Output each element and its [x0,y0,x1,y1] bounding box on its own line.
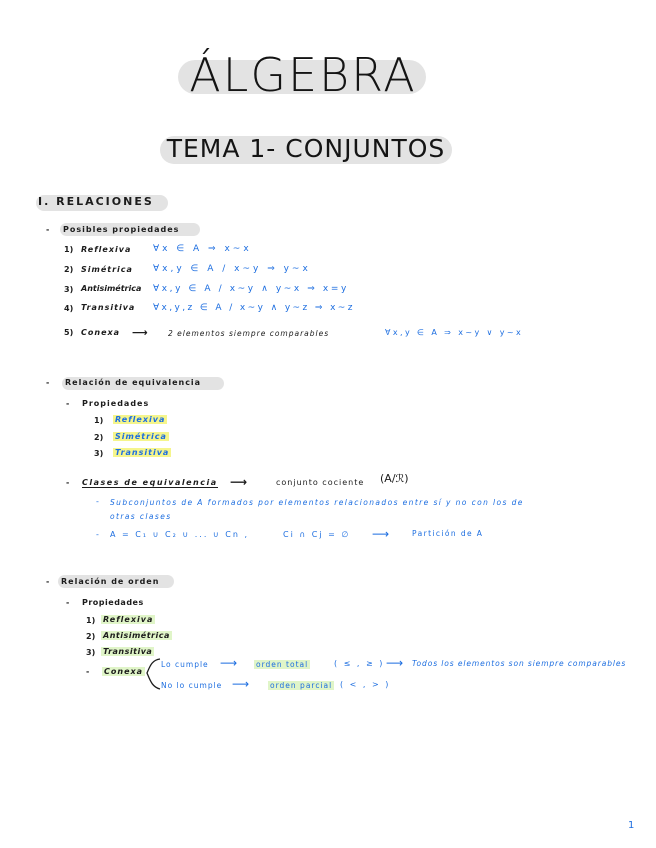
arrow-icon: ⟶ [372,527,390,541]
arrow-icon: ⟶ [230,475,248,489]
prop-formula-conexa: ∀x,y ∈ A ⇒ x~y ∨ y~x [385,328,524,337]
arrow-icon: ⟶ [220,656,238,670]
prop-name-transitiva: Transitiva [81,303,136,312]
quotient-label: conjunto cociente [276,478,365,487]
bullet-dash: - [66,478,70,487]
partition-label: Partición de A [412,529,484,538]
order-heading: Relación de orden [61,577,160,586]
bullet-dash: - [46,577,50,586]
order-partial-label: orden parcial [270,681,333,690]
prop-number: 1) [94,416,104,425]
prop-number: 3) [86,648,96,657]
equivalence-heading: Relación de equivalencia [65,378,202,387]
equiv-prop-reflexiva: Reflexiva [115,415,166,424]
partition-disjoint: Ci ∩ Cj = ∅ [283,530,351,539]
order-partial-symbols: ( < , > ) [340,680,391,689]
bullet-dash: - [66,598,70,607]
order-no-label: No lo cumple [161,681,223,690]
prop-formula-transitiva: ∀x,y,z ∈ A / x~y ∧ y~z ⇒ x~z [153,303,355,313]
order-prop-transitiva: Transitiva [103,647,153,656]
page-subtitle: TEMA 1- CONJUNTOS [166,134,446,163]
page-title: ÁLGEBRA [189,48,417,102]
order-yes-label: Lo cumple [161,660,209,669]
order-prop-antisimetrica: Antisimétrica [103,631,170,640]
classes-desc: Subconjuntos de A formados por elementos relacionados entre sí y no con los de [110,498,524,507]
bullet-dash: - [86,667,90,676]
prop-formula-antisimetrica: ∀x,y ∈ A / x~y ∧ y~x ⇒ x=y [153,284,349,294]
equiv-prop-transitiva: Transitiva [115,448,170,457]
classes-desc-cont: otras clases [110,512,172,521]
prop-number: 1) [64,245,74,254]
prop-number: 2) [86,632,96,641]
section-heading: I. RELACIONES [38,195,154,208]
bullet-dash: - [66,399,70,408]
prop-number: 3) [94,449,104,458]
prop-name-simetrica: Simétrica [81,265,133,274]
prop-number: 2) [64,265,74,274]
possible-props-heading: Posibles propiedades [63,225,180,234]
prop-name-antisimetrica: Antisimétrica [81,284,142,293]
order-total-label: orden total [256,660,309,669]
arrow-icon: ⟶ [386,656,404,670]
order-total-desc: Todos los elementos son siempre comparables [412,659,627,668]
quotient-symbol: (A/ℛ) [380,472,409,485]
prop-formula-reflexiva: ∀x ∈ A ⇒ x~x [153,244,252,254]
prop-number: 2) [94,433,104,442]
arrow-icon: ⟶ [232,677,250,691]
conexa-label: Conexa [104,667,144,676]
bullet-dash: - [46,378,50,387]
prop-number: 4) [64,304,74,313]
classes-label: Clases de equivalencia [82,478,218,487]
bullet-dash: - [96,497,99,506]
props-heading: Propiedades [82,598,144,607]
prop-number: 3) [64,285,74,294]
prop-name-reflexiva: Reflexiva [81,245,132,254]
order-prop-reflexiva: Reflexiva [103,615,154,624]
bullet-dash: - [46,225,50,234]
prop-name-conexa: Conexa [81,328,121,337]
prop-number: 1) [86,616,96,625]
prop-number: 5) [64,328,74,337]
order-total-symbols: ( ≤ , ≥ ) [334,659,385,668]
prop-desc-conexa: 2 elementos siempre comparables [168,329,330,338]
prop-formula-simetrica: ∀x,y ∈ A / x~y ⇒ y~x [153,264,311,274]
arrow-icon: ⟶ [132,326,148,339]
props-heading: Propiedades [82,399,150,408]
partition-union: A = C₁ ∪ C₂ ∪ ... ∪ Cn , [110,530,250,539]
bullet-dash: - [96,530,99,539]
page-number: 1 [628,820,635,831]
equiv-prop-simetrica: Simétrica [115,432,167,441]
